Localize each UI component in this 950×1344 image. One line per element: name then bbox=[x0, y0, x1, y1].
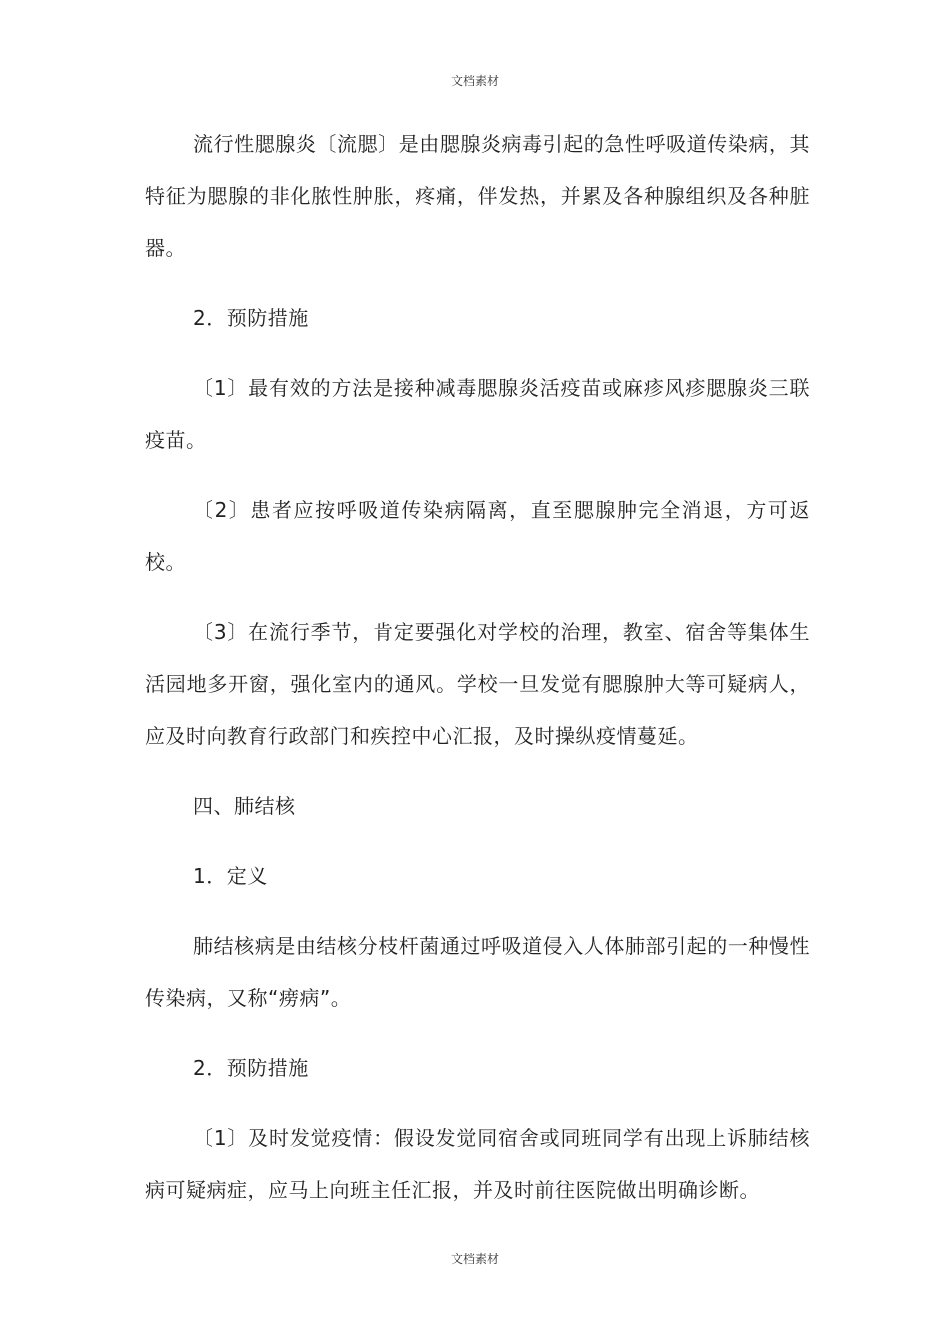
page-header: 文档素材 bbox=[450, 74, 499, 88]
paragraph-tb-definition: 肺结核病是由结核分枝杆菌通过呼吸道侵入人体肺部引起的一种慢性传染病，又称“痨病”。 bbox=[145, 934, 810, 1010]
heading-prevention-measures: 2．预防措施 bbox=[193, 306, 309, 330]
paragraph-mumps-definition: 流行性腮腺炎〔流腮〕是由腮腺炎病毒引起的急性呼吸道传染病，其特征为腮腺的非化脓性肿胀，疼痛，伴发热，并累及各种腺组织及各种脏器。 bbox=[145, 132, 810, 260]
paragraph-measure-2: 〔2〕患者应按呼吸道传染病隔离，直至腮腺肿完全消退，方可返校。 bbox=[145, 498, 810, 574]
page-footer: 文档素材 bbox=[450, 1252, 499, 1266]
document-body bbox=[145, 118, 810, 1216]
heading-tuberculosis: 四、肺结核 bbox=[193, 794, 296, 818]
paragraph-measure-3: 〔3〕在流行季节，肯定要强化对学校的治理，教室、宿舍等集体生活园地多开窗，强化室内的通风。学校一旦发觉有腮腺肿大等可疑病人，应及时向教育行政部门和疾控中心汇报，及时操纵疫情蔓延。 bbox=[145, 620, 810, 748]
paragraph-measure-1: 〔1〕最有效的方法是接种减毒腮腺炎活疫苗或麻疹风疹腮腺炎三联疫苗。 bbox=[145, 376, 810, 452]
paragraph-tb-measure-1: 〔1〕及时发觉疫情：假设发觉同宿舍或同班同学有出现上诉肺结核病可疑病症，应马上向班主任汇报，并及时前往医院做出明确诊断。 bbox=[145, 1126, 810, 1202]
heading-definition: 1．定义 bbox=[193, 864, 268, 888]
heading-prevention-measures-tb: 2．预防措施 bbox=[193, 1056, 309, 1080]
